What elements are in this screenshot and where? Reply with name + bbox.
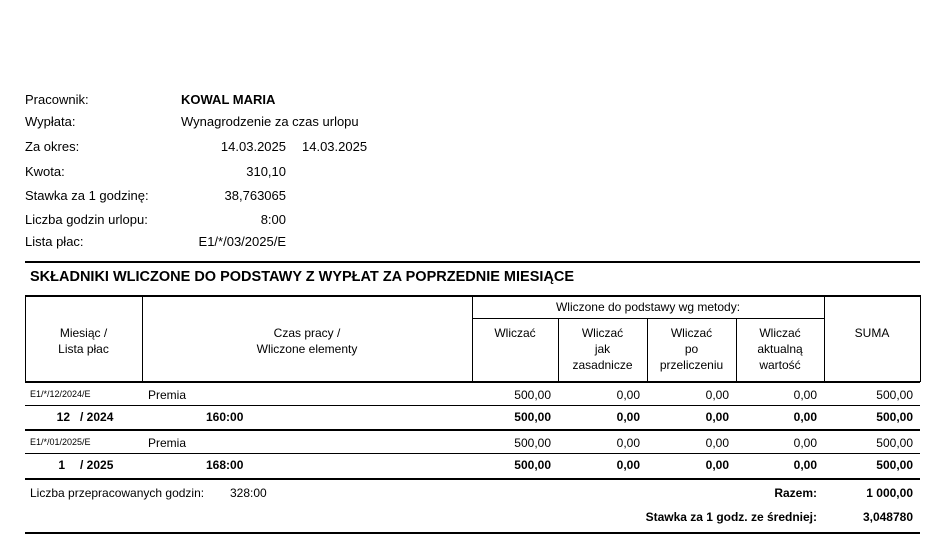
row-value-include: 500,00 [514, 388, 551, 402]
leave-hours-value: 8:00 [260, 212, 286, 227]
subtotal-current: 0,00 [793, 458, 817, 472]
subtotal-hours: 168:00 [206, 458, 244, 472]
employee-label: Pracownik: [25, 92, 89, 107]
col-include-header: Wliczać [494, 326, 536, 340]
col-current-header: Wliczać aktualną wartość [757, 326, 803, 372]
payroll-list-label: Lista płac: [25, 234, 84, 249]
subtotal-principle: 0,00 [616, 410, 640, 424]
leave-hours-label: Liczba godzin urlopu: [25, 212, 148, 227]
subtotal-month: 1 [58, 458, 65, 472]
row-payroll-list: E1/*/12/2024/E [30, 389, 91, 399]
header-group-label: Wliczone do podstawy wg metody: [555, 300, 741, 314]
total-label: Razem: [774, 486, 817, 500]
subtotal-hours: 160:00 [206, 410, 244, 424]
hourly-rate-label: Stawka za 1 godzinę: [25, 188, 149, 203]
period-from: 14.03.2025 [220, 139, 286, 154]
amount-value: 310,10 [246, 164, 286, 179]
row-element: Premia [148, 388, 187, 402]
subtotal-recalc: 0,00 [705, 410, 729, 424]
footer-bottom-rule [25, 532, 920, 534]
row-value-sum: 500,00 [876, 436, 913, 450]
period-label: Za okres: [25, 139, 80, 154]
section-title: SKŁADNIKI WLICZONE DO PODSTAWY Z WYPŁAT ZA POPRZEDNIE MIESIĄCE [30, 269, 575, 285]
subtotal-include: 500,00 [514, 410, 551, 424]
hourly-rate-value: 38,763065 [224, 188, 286, 203]
row-element: Premia [148, 436, 187, 450]
payout-value: Wynagrodzenie za czas urlopu [181, 114, 359, 129]
row-value-sum: 500,00 [876, 388, 913, 402]
payout-label: Wypłata: [25, 114, 76, 129]
employee-name: KOWAL MARIA [181, 92, 276, 107]
row-rule-2 [25, 429, 920, 431]
row-value-principle: 0,00 [616, 388, 640, 402]
total-value: 1 000,00 [866, 486, 913, 500]
col-month-header: Miesiąc / Lista płac [58, 326, 109, 356]
group-header-rule [472, 318, 824, 319]
col-work-header: Czas pracy / Wliczone elementy [256, 326, 358, 356]
subtotal-month: 12 [56, 410, 70, 424]
row-rule-3 [25, 453, 920, 454]
row-value-recalc: 0,00 [705, 388, 729, 402]
row-value-recalc: 0,00 [705, 436, 729, 450]
subtotal-include: 500,00 [514, 458, 551, 472]
header-vline-right [920, 295, 921, 382]
subtotal-principle: 0,00 [616, 458, 640, 472]
row-value-include: 500,00 [514, 436, 551, 450]
payroll-list-value: E1/*/03/2025/E [198, 234, 286, 249]
avg-rate-value: 3,048780 [862, 510, 913, 524]
worked-hours-value: 328:00 [230, 486, 267, 500]
subtotal-sum: 500,00 [876, 458, 913, 472]
period-to: 14.03.2025 [302, 139, 368, 154]
row-value-current: 0,00 [793, 436, 817, 450]
subtotal-sum: 500,00 [876, 410, 913, 424]
col-recalc-header: Wliczać po przeliczeniu [659, 326, 724, 372]
row-rule-4 [25, 478, 920, 480]
avg-rate-label: Stawka za 1 godz. ze średniej: [645, 510, 817, 524]
col-principle-header: Wliczać jak zasadnicze [572, 326, 633, 372]
worked-hours-label: Liczba przepracowanych godzin: [30, 486, 205, 500]
subtotal-recalc: 0,00 [705, 458, 729, 472]
row-value-principle: 0,00 [616, 436, 640, 450]
section-top-rule [25, 261, 920, 263]
row-rule-1 [25, 405, 920, 406]
subtotal-current: 0,00 [793, 410, 817, 424]
subtotal-year: / 2024 [80, 410, 114, 424]
col-sum-header: SUMA [854, 326, 890, 340]
subtotal-year: / 2025 [80, 458, 114, 472]
row-value-current: 0,00 [793, 388, 817, 402]
row-payroll-list: E1/*/01/2025/E [30, 437, 91, 447]
amount-label: Kwota: [25, 164, 65, 179]
